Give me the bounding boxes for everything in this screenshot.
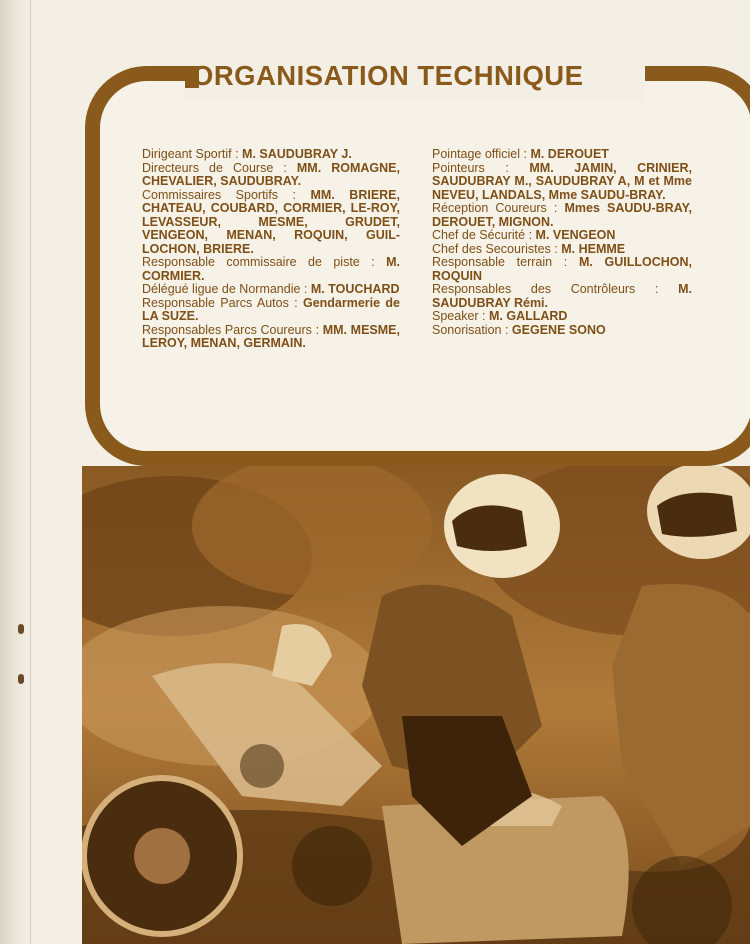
staff-entry <box>142 189 400 257</box>
left-column <box>142 148 400 351</box>
entry-role: Dirigeant Sportif : <box>142 147 243 161</box>
program-page <box>30 0 750 944</box>
staff-entry <box>142 283 400 297</box>
staff-entry <box>432 324 692 338</box>
entry-names: M. VENGEON <box>535 228 616 242</box>
entry-role: Responsable commissaire de piste : <box>142 255 387 269</box>
right-column <box>432 148 692 337</box>
entry-role: Responsables Parcs Coureurs : <box>142 322 323 337</box>
entry-role: Sonorisation : <box>432 322 512 337</box>
entry-role: Commissaires Sportifs : <box>142 187 311 202</box>
sidecar-race-illustration <box>82 466 750 944</box>
staff-entry <box>142 297 400 324</box>
entry-role: Réception Coureurs : <box>432 201 565 215</box>
staff-entry <box>432 229 692 243</box>
staff-entry <box>142 148 400 162</box>
staff-entry <box>432 148 692 162</box>
staff-entry <box>432 283 692 310</box>
entry-names: M. HEMME <box>561 241 626 256</box>
entry-names: M. SAUDUBRAY J. <box>242 147 352 161</box>
entry-role: Chef des Secouristes : <box>432 241 562 256</box>
staff-entry <box>432 202 692 229</box>
staff-entry <box>432 310 692 324</box>
sidecar-race-photo <box>82 466 750 944</box>
entry-names: M. GUILLOCHON, ROQUIN <box>432 255 693 283</box>
staff-entry <box>432 256 692 283</box>
entry-role: Chef de Sécurité : <box>432 228 536 242</box>
staff-entry <box>142 162 400 189</box>
entry-names: MM. BRIERE, CHATEAU, COUBARD, CORMIER, LE-ROY, LEVASSEUR, MESME, GRUDET, VENGEON, MENAN, ROQUIN, GUIL-LOCHON, BRIERE. <box>142 187 400 256</box>
staff-entry <box>432 243 692 257</box>
entry-role: Responsables des Contrôleurs : <box>432 282 679 296</box>
staff-entry <box>142 324 400 351</box>
binding-hole <box>18 624 24 634</box>
entry-role: Pointage officiel : <box>432 147 531 161</box>
entry-names: GEGENE SONO <box>511 322 606 337</box>
binding-hole <box>18 674 24 684</box>
entry-names: M. TOUCHARD <box>310 282 400 296</box>
entry-role: Responsable terrain : <box>432 255 579 269</box>
entry-names: MM. MESME, LEROY, MENAN, GERMAIN. <box>142 322 400 350</box>
entry-names: M. GALLARD <box>488 309 568 323</box>
entry-names: M. SAUDUBRAY Rémi. <box>432 282 692 310</box>
entry-names: Mmes SAUDU-BRAY, DEROUET, MIGNON. <box>432 201 693 229</box>
entry-names: M. DEROUET <box>530 147 609 161</box>
entry-names: MM. JAMIN, CRINIER, SAUDUBRAY M., SAUDUBRAY A, M et Mme NEVEU, LANDALS, Mme SAUDU-BRAY. <box>432 160 692 202</box>
entry-names: MM. ROMAGNE, CHEVALIER, SAUDUBRAY. <box>142 160 400 188</box>
page-title: ORGANISATION TECHNIQUE <box>192 60 584 91</box>
entry-role: Délégué ligue de Normandie : <box>142 282 311 296</box>
page-binding <box>0 0 31 944</box>
entry-role: Pointeurs : <box>432 160 530 175</box>
staff-entry <box>432 162 692 203</box>
entry-names: M. CORMIER. <box>142 255 400 283</box>
entry-role: Responsable Parcs Autos : <box>142 295 303 310</box>
entry-role: Speaker : <box>432 309 489 323</box>
entry-role: Directeurs de Course : <box>142 160 297 175</box>
staff-entry <box>142 256 400 283</box>
entry-names: Gendarmerie de LA SUZE. <box>142 295 400 323</box>
